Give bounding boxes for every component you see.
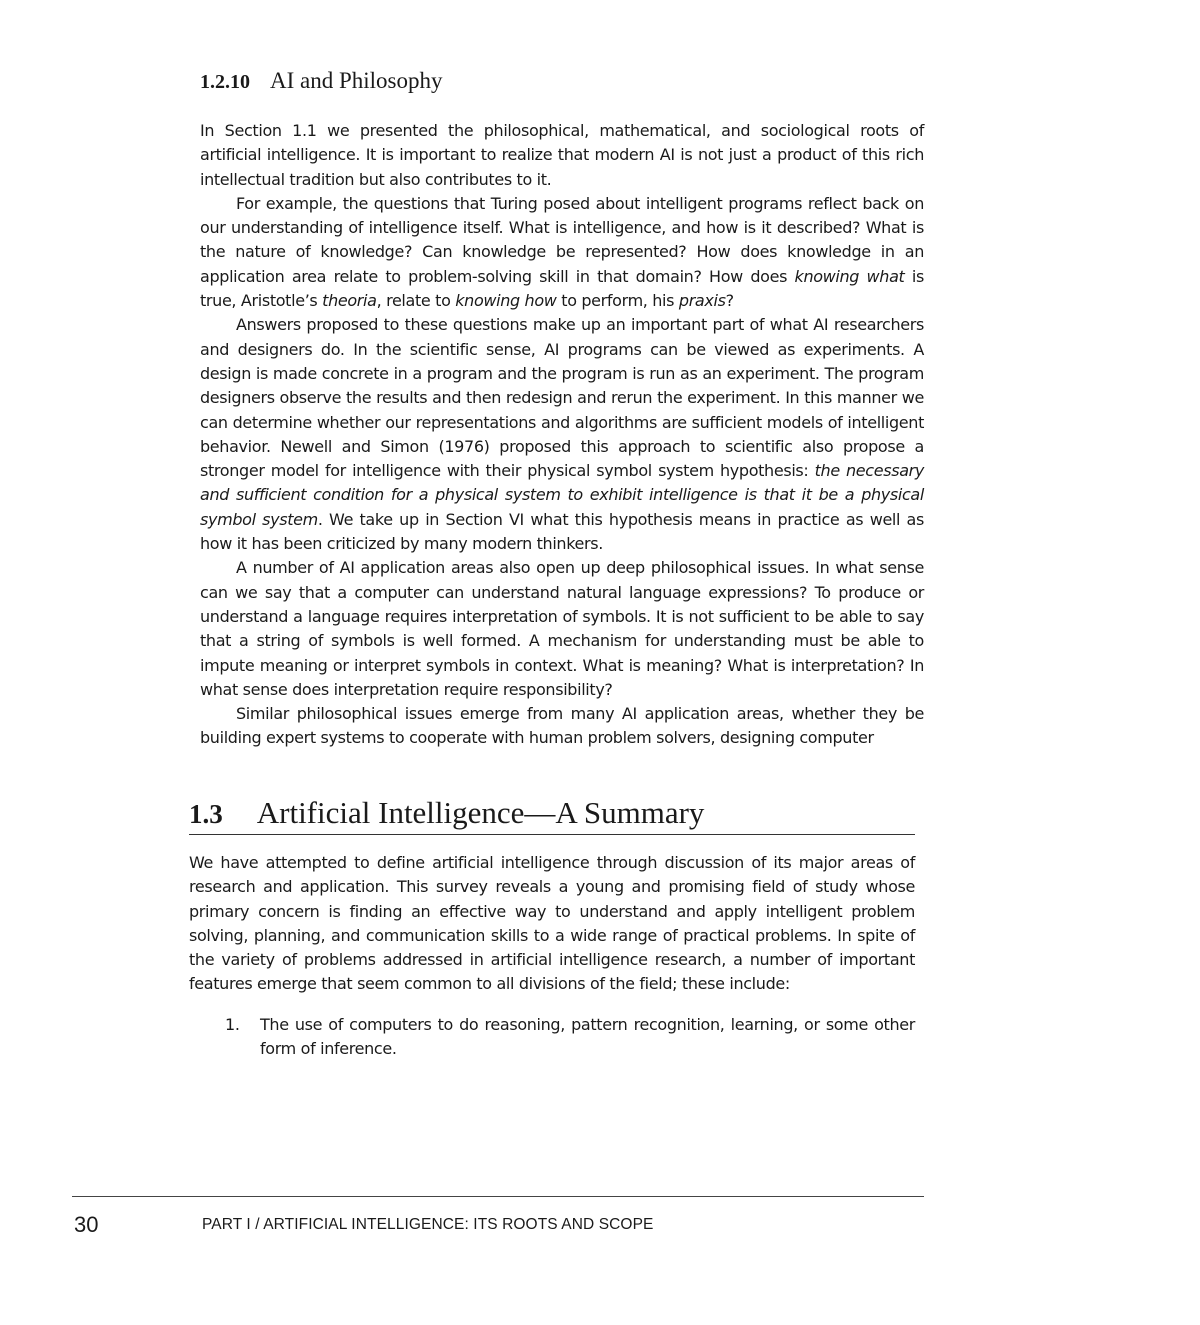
summary-text	[189, 851, 915, 997]
subsection-heading	[200, 66, 443, 97]
footer-rule	[72, 1196, 924, 1197]
emphasis-theoria: theoria	[322, 291, 377, 311]
body-text	[200, 119, 924, 751]
features-list	[189, 1013, 915, 1062]
emphasis-praxis: praxis	[678, 291, 726, 311]
section-heading	[189, 794, 915, 835]
subsection-title: AI and Philosophy	[270, 68, 443, 93]
list-item-text: The use of computers to do reasoning, pattern recognition, learning, or some other form of inference.	[260, 1015, 915, 1059]
list-marker: 1.	[225, 1015, 240, 1034]
emphasis-hypothesis: the necessary and sufficient condition for a physical system to exhibit intelligence is that it be a physical symbol system	[200, 461, 924, 529]
page-number: 30	[74, 1212, 99, 1237]
paragraph-language: A number of AI application areas also open up deep philosophical issues. In what sense can we say that a computer can understand natural language expressions? To produce or understand a language requires interpretation of symbols. It is not sufficient to be able to say that a string of symbols is well formed. A mechanism for understanding must be able to impute meaning or interpret symbols in context. What is meaning? What is interpretation? In what sense does interpretation require responsibility?	[200, 558, 924, 699]
subsection-number: 1.2.10	[200, 71, 250, 93]
emphasis-knowing-what: knowing what	[794, 266, 905, 286]
paragraph-roots: In Section 1.1 we presented the philosophical, mathematical, and sociological roots of artificial intelligence. It is important to realize that modern AI is not just a product of this rich intellectual tradition but also contributes to it.	[200, 121, 924, 189]
section-title: Artificial Intelligence—A Summary	[256, 795, 705, 830]
section-number: 1.3	[189, 799, 223, 829]
list-item	[189, 1013, 915, 1062]
paragraph-questions: For example, the questions that Turing posed about intelligent programs reflect back on our understanding of intelligence itself. What is intelligence, and how is it described? What is the nature of knowledge? Can knowledge be represented? How does knowledge in an application area relate to problem-solving skill in that domain? How does knowing what is true, Aristotle’s theoria, relate to knowing how to perform, his praxis?	[200, 193, 924, 311]
paragraph-similar-issues: Similar philosophical issues emerge from many AI application areas, whether they be building expert systems to cooperate with human problem solvers, designing computer	[200, 704, 924, 748]
paragraph-summary: We have attempted to define artificial intelligence through discussion of its major areas of research and application. This survey reveals a young and promising field of study whose primary concern is finding an effective way to understand and apply intelligent problem solving, planning, and communication skills to a wide range of practical problems. In spite of the variety of problems addressed in artificial intelligence research, a number of important features emerge that seem common to all divisions of the field; these include:	[189, 853, 915, 994]
running-head: PART I / ARTIFICIAL INTELLIGENCE: ITS ROOTS AND SCOPE	[202, 1216, 654, 1233]
emphasis-knowing-how: knowing how	[455, 291, 557, 311]
paragraph-experiments: Answers proposed to these questions make up an important part of what AI researchers and designers do. In the scientific sense, AI programs can be viewed as experiments. A design is made concrete in a program and the program is run as an experiment. The program designers observe the results and then redesign and rerun the experiment. In this manner we can determine whether our representations and algorithms are sufficient models of intelligent behavior. Newell and Simon (1976) proposed this approach to scientific also propose a stronger model for intelligence with their physical symbol system hypothesis: the necessary and sufficient condition for a physical system to exhibit intelligence is that it be a physical symbol system. We take up in Section VI what this hypothesis means in practice as well as how it has been criticized by many modern thinkers.	[200, 315, 924, 554]
